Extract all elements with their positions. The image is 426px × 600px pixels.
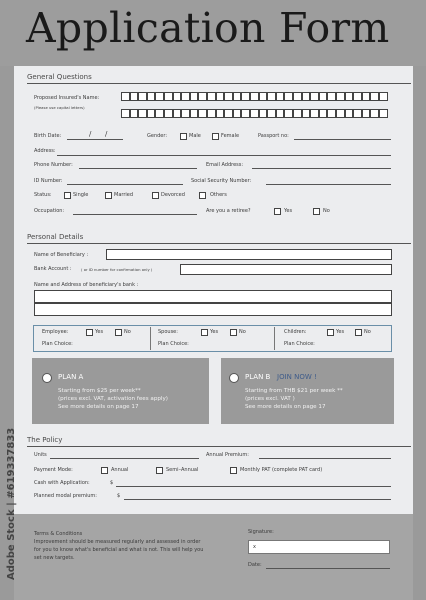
letter-tile[interactable]	[233, 92, 242, 101]
plan-b-title: PLAN B	[245, 373, 271, 381]
section-personal-heading: Personal Details	[27, 233, 84, 241]
gender-label: Gender:	[147, 133, 168, 139]
retiree-label: Are you a retiree?	[206, 208, 251, 214]
cash-currency: $	[110, 480, 114, 486]
spouse-no-checkbox[interactable]	[230, 329, 237, 336]
gender-female-label: Female	[221, 133, 240, 139]
retiree-yes-label: Yes	[284, 208, 293, 214]
letter-tile[interactable]	[233, 109, 242, 118]
payment-monthly-checkbox[interactable]	[230, 467, 237, 474]
plan-b-details: See more details on page 17	[245, 404, 326, 410]
letter-tile[interactable]	[353, 109, 362, 118]
section-general-heading: General Questions	[27, 73, 92, 81]
letter-tile[interactable]	[310, 109, 319, 118]
ssn-field[interactable]	[266, 184, 391, 185]
signature-input[interactable]	[248, 540, 390, 554]
birth-date-sep: /	[105, 130, 108, 138]
letter-tile[interactable]	[138, 109, 147, 118]
cash-field[interactable]	[116, 486, 391, 487]
letter-tile[interactable]	[155, 92, 164, 101]
insured-name-label: Proposed Insured's Name:	[34, 95, 100, 101]
address-field[interactable]	[57, 155, 391, 156]
birth-date-field[interactable]	[67, 139, 123, 140]
modal-premium-currency: $	[117, 493, 121, 499]
letter-tile[interactable]	[216, 109, 225, 118]
modal-premium-label: Planned modal premium:	[34, 493, 97, 499]
letter-tile[interactable]	[319, 92, 328, 101]
letter-tile[interactable]	[130, 92, 139, 101]
letter-tile[interactable]	[190, 92, 199, 101]
plan-a-radio[interactable]	[42, 373, 52, 383]
annual-premium-label: Annual Premium:	[206, 452, 249, 458]
status-devorced-label: Devorced	[161, 192, 185, 198]
employee-plan-choice: Plan Choice:	[42, 341, 73, 347]
letter-tile[interactable]	[302, 109, 311, 118]
letter-tile[interactable]	[207, 92, 216, 101]
letter-tile[interactable]	[267, 109, 276, 118]
retiree-yes-checkbox[interactable]	[274, 208, 281, 215]
plan-b-price: Starting from THB $21 per week **	[245, 388, 343, 394]
children-no-label: No	[364, 329, 371, 335]
letter-tile[interactable]	[207, 109, 216, 118]
letter-tile[interactable]	[121, 109, 130, 118]
insured-name-hint: (Please use capital letters)	[34, 105, 85, 110]
children-label: Children:	[284, 329, 307, 335]
section-policy-heading: The Policy	[27, 436, 63, 444]
employee-no-label: No	[124, 329, 131, 335]
email-label: Email Address:	[206, 162, 244, 168]
children-yes-checkbox[interactable]	[327, 329, 334, 336]
letter-tile[interactable]	[302, 92, 311, 101]
section-divider	[27, 243, 411, 244]
employee-yes-label: Yes	[95, 329, 104, 335]
letter-tile[interactable]	[198, 109, 207, 118]
letter-tile[interactable]	[130, 109, 139, 118]
coverage-divider	[274, 327, 275, 350]
letter-tile[interactable]	[327, 92, 336, 101]
payment-annual-label: Annual	[111, 467, 129, 473]
email-field[interactable]	[252, 168, 391, 169]
status-single-label: Single	[73, 192, 89, 198]
letter-tile[interactable]	[147, 109, 156, 118]
birth-date-sep: /	[89, 130, 92, 138]
retiree-no-checkbox[interactable]	[313, 208, 320, 215]
gender-male-checkbox[interactable]	[180, 133, 187, 140]
letter-tile[interactable]	[345, 109, 354, 118]
units-label: Units	[34, 452, 47, 458]
letter-tile[interactable]	[362, 109, 371, 118]
letter-tile[interactable]	[284, 92, 293, 101]
letter-tile[interactable]	[345, 92, 354, 101]
phone-label: Phone Number:	[34, 162, 73, 168]
beneficiary-label: Name of Beneficiary :	[34, 252, 89, 258]
plan-a-details: See more details on page 17	[58, 404, 139, 410]
retiree-no-label: No	[323, 208, 330, 214]
letter-tile[interactable]	[198, 92, 207, 101]
payment-monthly-label: Monthly PAT (complete PAT card)	[240, 467, 323, 473]
signature-label: Signature:	[248, 529, 274, 535]
children-no-checkbox[interactable]	[355, 329, 362, 336]
letter-tile[interactable]	[241, 109, 250, 118]
letter-tile[interactable]	[164, 109, 173, 118]
bank-name-input-line1[interactable]	[34, 290, 392, 303]
plan-a-price: Starting from $25 per week**	[58, 388, 141, 394]
letter-tile[interactable]	[267, 92, 276, 101]
payment-semi-annual-checkbox[interactable]	[156, 467, 163, 474]
plan-a-title: PLAN A	[58, 373, 84, 381]
letter-tile[interactable]	[216, 92, 225, 101]
letter-tile[interactable]	[147, 92, 156, 101]
beneficiary-input[interactable]	[106, 249, 392, 260]
letter-tile[interactable]	[293, 92, 302, 101]
letter-tile[interactable]	[259, 109, 268, 118]
id-number-field[interactable]	[67, 184, 183, 185]
date-label: Date:	[248, 562, 262, 568]
spouse-label: Spouse:	[158, 329, 178, 335]
letter-tile[interactable]	[319, 109, 328, 118]
status-others-label: Others	[210, 192, 227, 198]
plan-b-note: (prices excl. VAT )	[245, 396, 295, 402]
birth-date-label: Birth Date:	[34, 133, 62, 139]
children-plan-choice: Plan Choice:	[284, 341, 315, 347]
plan-b-radio[interactable]	[229, 373, 239, 383]
letter-tile[interactable]	[181, 92, 190, 101]
terms-text-2: for you to know what's beneficial and what is not. This will help you	[34, 547, 204, 553]
letter-tile[interactable]	[190, 109, 199, 118]
letter-tile[interactable]	[250, 92, 259, 101]
employee-no-checkbox[interactable]	[115, 329, 122, 336]
letter-tile[interactable]	[276, 109, 285, 118]
ssn-label: Social Security Number:	[191, 178, 252, 184]
gender-male-label: Male	[189, 133, 201, 139]
spouse-no-label: No	[239, 329, 246, 335]
letter-tile[interactable]	[293, 109, 302, 118]
letter-tile[interactable]	[250, 109, 259, 118]
cash-label: Cash with Application:	[34, 480, 90, 486]
terms-text-3: set new targets.	[34, 555, 75, 561]
bank-account-hint: ( or ID number for confirmation only )	[81, 267, 153, 272]
letter-tile[interactable]	[327, 109, 336, 118]
terms-title: Terms & Conditions	[34, 531, 83, 537]
letter-tile[interactable]	[259, 92, 268, 101]
children-yes-label: Yes	[336, 329, 345, 335]
terms-text-1: Improvement should be measured regularly and assessed in order	[34, 539, 201, 545]
page-title: Application Form	[26, 4, 390, 52]
letter-tile[interactable]	[164, 92, 173, 101]
signature-value: x	[253, 544, 256, 550]
bank-name-label: Name and Address of beneficiary's bank :	[34, 282, 139, 288]
letter-tile[interactable]	[310, 92, 319, 101]
bank-account-label: Bank Account :	[34, 266, 72, 272]
letter-tile[interactable]	[173, 109, 182, 118]
plan-a-note: (prices excl. VAT, activation fees apply)	[58, 396, 168, 402]
spouse-yes-label: Yes	[210, 329, 219, 335]
phone-field[interactable]	[79, 168, 197, 169]
date-field[interactable]	[266, 568, 390, 569]
passport-label: Passport no:	[258, 133, 289, 139]
letter-tile[interactable]	[173, 92, 182, 101]
letter-tile[interactable]	[370, 92, 379, 101]
status-others-checkbox[interactable]	[199, 192, 206, 199]
status-single-checkbox[interactable]	[64, 192, 71, 199]
status-married-checkbox[interactable]	[105, 192, 112, 199]
status-label: Status:	[34, 192, 52, 198]
bank-name-input-line2[interactable]	[34, 303, 392, 316]
bank-account-input[interactable]	[180, 264, 392, 275]
id-number-label: ID Number:	[34, 178, 63, 184]
coverage-divider	[150, 327, 151, 350]
letter-tile[interactable]	[121, 92, 130, 101]
payment-annual-checkbox[interactable]	[101, 467, 108, 474]
letter-tile[interactable]	[241, 92, 250, 101]
section-divider	[27, 83, 411, 84]
letter-tile[interactable]	[138, 92, 147, 101]
spouse-yes-checkbox[interactable]	[201, 329, 208, 336]
letter-tile[interactable]	[276, 92, 285, 101]
status-married-label: Married	[114, 192, 134, 198]
spouse-plan-choice: Plan Choice:	[158, 341, 189, 347]
letter-tile[interactable]	[370, 109, 379, 118]
units-field[interactable]	[50, 458, 199, 459]
letter-tile[interactable]	[284, 109, 293, 118]
gender-female-checkbox[interactable]	[212, 133, 219, 140]
letter-tile[interactable]	[224, 109, 233, 118]
letter-tile[interactable]	[379, 109, 388, 118]
letter-tile[interactable]	[336, 109, 345, 118]
annual-premium-field[interactable]	[259, 458, 391, 459]
occupation-field[interactable]	[73, 214, 197, 215]
employee-yes-checkbox[interactable]	[86, 329, 93, 336]
letter-tile[interactable]	[181, 109, 190, 118]
letter-tile[interactable]	[379, 92, 388, 101]
letter-tile[interactable]	[353, 92, 362, 101]
status-devorced-checkbox[interactable]	[152, 192, 159, 199]
occupation-label: Occupation:	[34, 208, 65, 214]
letter-tile[interactable]	[155, 109, 164, 118]
section-divider	[27, 446, 411, 447]
address-label: Address:	[34, 148, 56, 154]
payment-semi-annual-label: Semi–Annual	[166, 467, 199, 473]
letter-tile[interactable]	[362, 92, 371, 101]
letter-tile[interactable]	[336, 92, 345, 101]
employee-label: Employee:	[42, 329, 69, 335]
passport-field[interactable]	[294, 139, 391, 140]
watermark-text: Adobe Stock | #619337833	[6, 427, 17, 580]
letter-tile[interactable]	[224, 92, 233, 101]
modal-premium-field[interactable]	[124, 499, 391, 500]
plan-b-join-link[interactable]: JOIN NOW !	[277, 373, 317, 381]
payment-mode-label: Payment Mode:	[34, 467, 73, 473]
